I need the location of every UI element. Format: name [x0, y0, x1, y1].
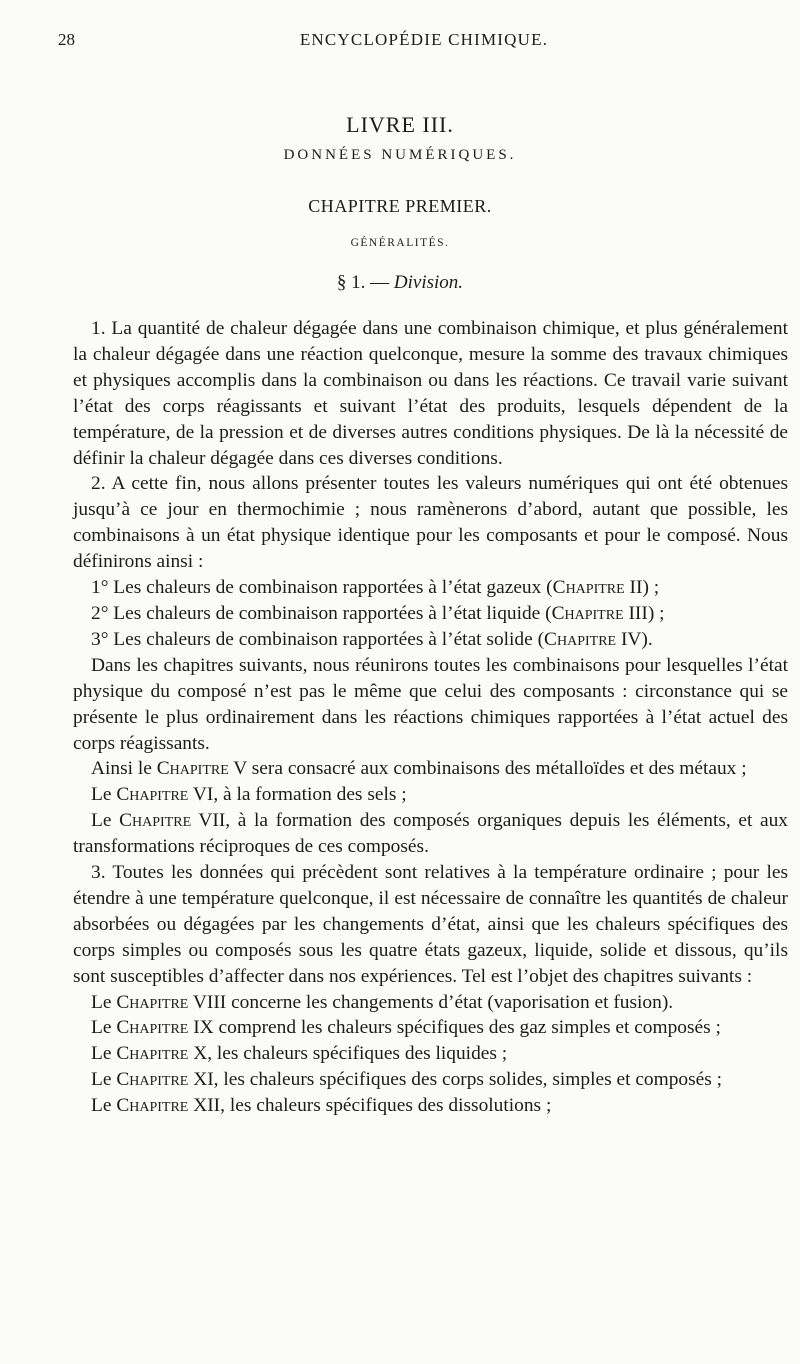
page-number: 28 [58, 30, 75, 49]
section-number: § 1. — [336, 272, 390, 293]
paragraph [73, 1067, 788, 1093]
paragraph-text: Le [91, 1017, 117, 1039]
chapter-reference: Chapitre [116, 784, 189, 806]
chapter-subtitle: GÉNÉRALITÉS. [350, 237, 450, 249]
paragraph-text: X, les chaleurs spécifiques des liquides ; [188, 1043, 508, 1065]
paragraph [73, 653, 788, 757]
paragraph [73, 601, 788, 627]
paragraph-text: Le [91, 784, 117, 806]
running-title: ENCYCLOPÉDIE CHIMIQUE. [299, 30, 549, 49]
section-heading [0, 272, 800, 294]
chapter-reference: Chapitre [116, 1043, 189, 1065]
section-title: Division. [393, 272, 464, 293]
paragraph [73, 990, 788, 1016]
chapter-reference: Chapitre [544, 628, 617, 650]
paragraph-text: XII, les chaleurs spécifiques des dissolutions ; [188, 1095, 552, 1117]
paragraph-text: II) ; [624, 577, 660, 599]
paragraph-text: Ainsi le [91, 758, 157, 780]
paragraph-text: VII, à la formation des composés organiques depuis les éléments, et aux transformations réciproques de ces composés. [73, 810, 788, 858]
paragraph-text: Dans les chapitres suivants, nous réunirons toutes les combinaisons pour lesquelles l’état physique du composé n’est pas le même que celui des composants : circonstance qui se présente le plus ordinairement dans les réactions chimiques rapportées à l’état actuel des corps réagissants. [73, 654, 788, 754]
paragraph-text: V sera consacré aux combinaisons des métalloïdes et des métaux ; [228, 758, 747, 780]
paragraph-text: Le [91, 991, 117, 1013]
chapter-reference: Chapitre [116, 1017, 189, 1039]
chapter-reference: Chapitre [551, 602, 624, 624]
paragraph [73, 316, 788, 471]
chapter-reference: Chapitre [116, 1069, 189, 1091]
paragraph-text: VI, à la formation des sels ; [188, 784, 407, 806]
running-head [58, 30, 780, 54]
paragraph [73, 575, 788, 601]
body-text [73, 316, 788, 1119]
chapter-reference: Chapitre [116, 1095, 189, 1117]
paragraph-text: IV). [616, 628, 653, 650]
paragraph-text: Le [91, 1043, 117, 1065]
chapter-reference: Chapitre [552, 577, 625, 599]
paragraph-text: 2. A cette fin, nous allons présenter toutes les valeurs numériques qui ont été obtenues jusqu’à ce jour en thermochimie ; nous ramènerons d’abord, autant que possible, les combinaisons à un état physique identique pour les composants et pour le composé. Nous définirons ainsi : [73, 473, 788, 573]
paragraph [73, 627, 788, 653]
paragraph-text: 1° Les chaleurs de combinaison rapportées à l’état gazeux ( [91, 577, 553, 599]
paragraph-text: 3° Les chaleurs de combinaison rapportées à l’état solide ( [91, 628, 545, 650]
paragraph [73, 471, 788, 575]
paragraph [73, 782, 788, 808]
paragraph-text: 2° Les chaleurs de combinaison rapportées à l’état liquide ( [91, 602, 552, 624]
paragraph [73, 756, 788, 782]
paragraph [73, 1093, 788, 1119]
paragraph-text: Le [91, 1095, 117, 1117]
book-title: LIVRE III. [346, 112, 454, 137]
chapter-reference: Chapitre [119, 810, 192, 832]
paragraph-text: III) ; [623, 602, 665, 624]
chapter-reference: Chapitre [116, 991, 189, 1013]
paragraph-text: IX comprend les chaleurs spécifiques des gaz simples et composés ; [188, 1017, 721, 1039]
paragraph-text: Le [91, 1069, 117, 1091]
chapter-title: CHAPITRE PREMIER. [308, 196, 492, 216]
paragraph [73, 808, 788, 860]
paragraph [73, 1015, 788, 1041]
paragraph [73, 860, 788, 990]
paragraph-text: VIII concerne les changements d’état (vaporisation et fusion). [188, 991, 674, 1013]
paragraph-text: XI, les chaleurs spécifiques des corps solides, simples et composés ; [188, 1069, 723, 1091]
book-subtitle: DONNÉES NUMÉRIQUES. [283, 147, 517, 163]
paragraph-text: 1. La quantité de chaleur dégagée dans une combinaison chimique, et plus généralement la chaleur dégagée dans une réaction quelconque, mesure la somme des travaux chimiques et physiques accomplis dans la combinaison ou dans les réactions. Ce travail varie suivant l’état des corps réagissants et suivant l’état des produits, lesquels dépendent de la température, de la pression et de diverses autres conditions physiques. De là la nécessité de définir la chaleur dégagée dans ces diverses conditions. [73, 318, 788, 469]
paragraph [73, 1041, 788, 1067]
paragraph-text: Le [91, 810, 120, 832]
paragraph-text: 3. Toutes les données qui précèdent sont relatives à la température ordinaire ; pour les étendre à une température quelconque, il est nécessaire de connaître les quantités de chaleur absorbées ou dégagées par les changements d’état, ainsi que les chaleurs spécifiques des corps simples ou composés sous les quatre états gazeux, liquide, solide et dissous, qu’ils sont susceptibles d’affecter dans nos expériences. Tel est l’objet des chapitres suivants : [73, 862, 788, 987]
chapter-reference: Chapitre [156, 758, 229, 780]
